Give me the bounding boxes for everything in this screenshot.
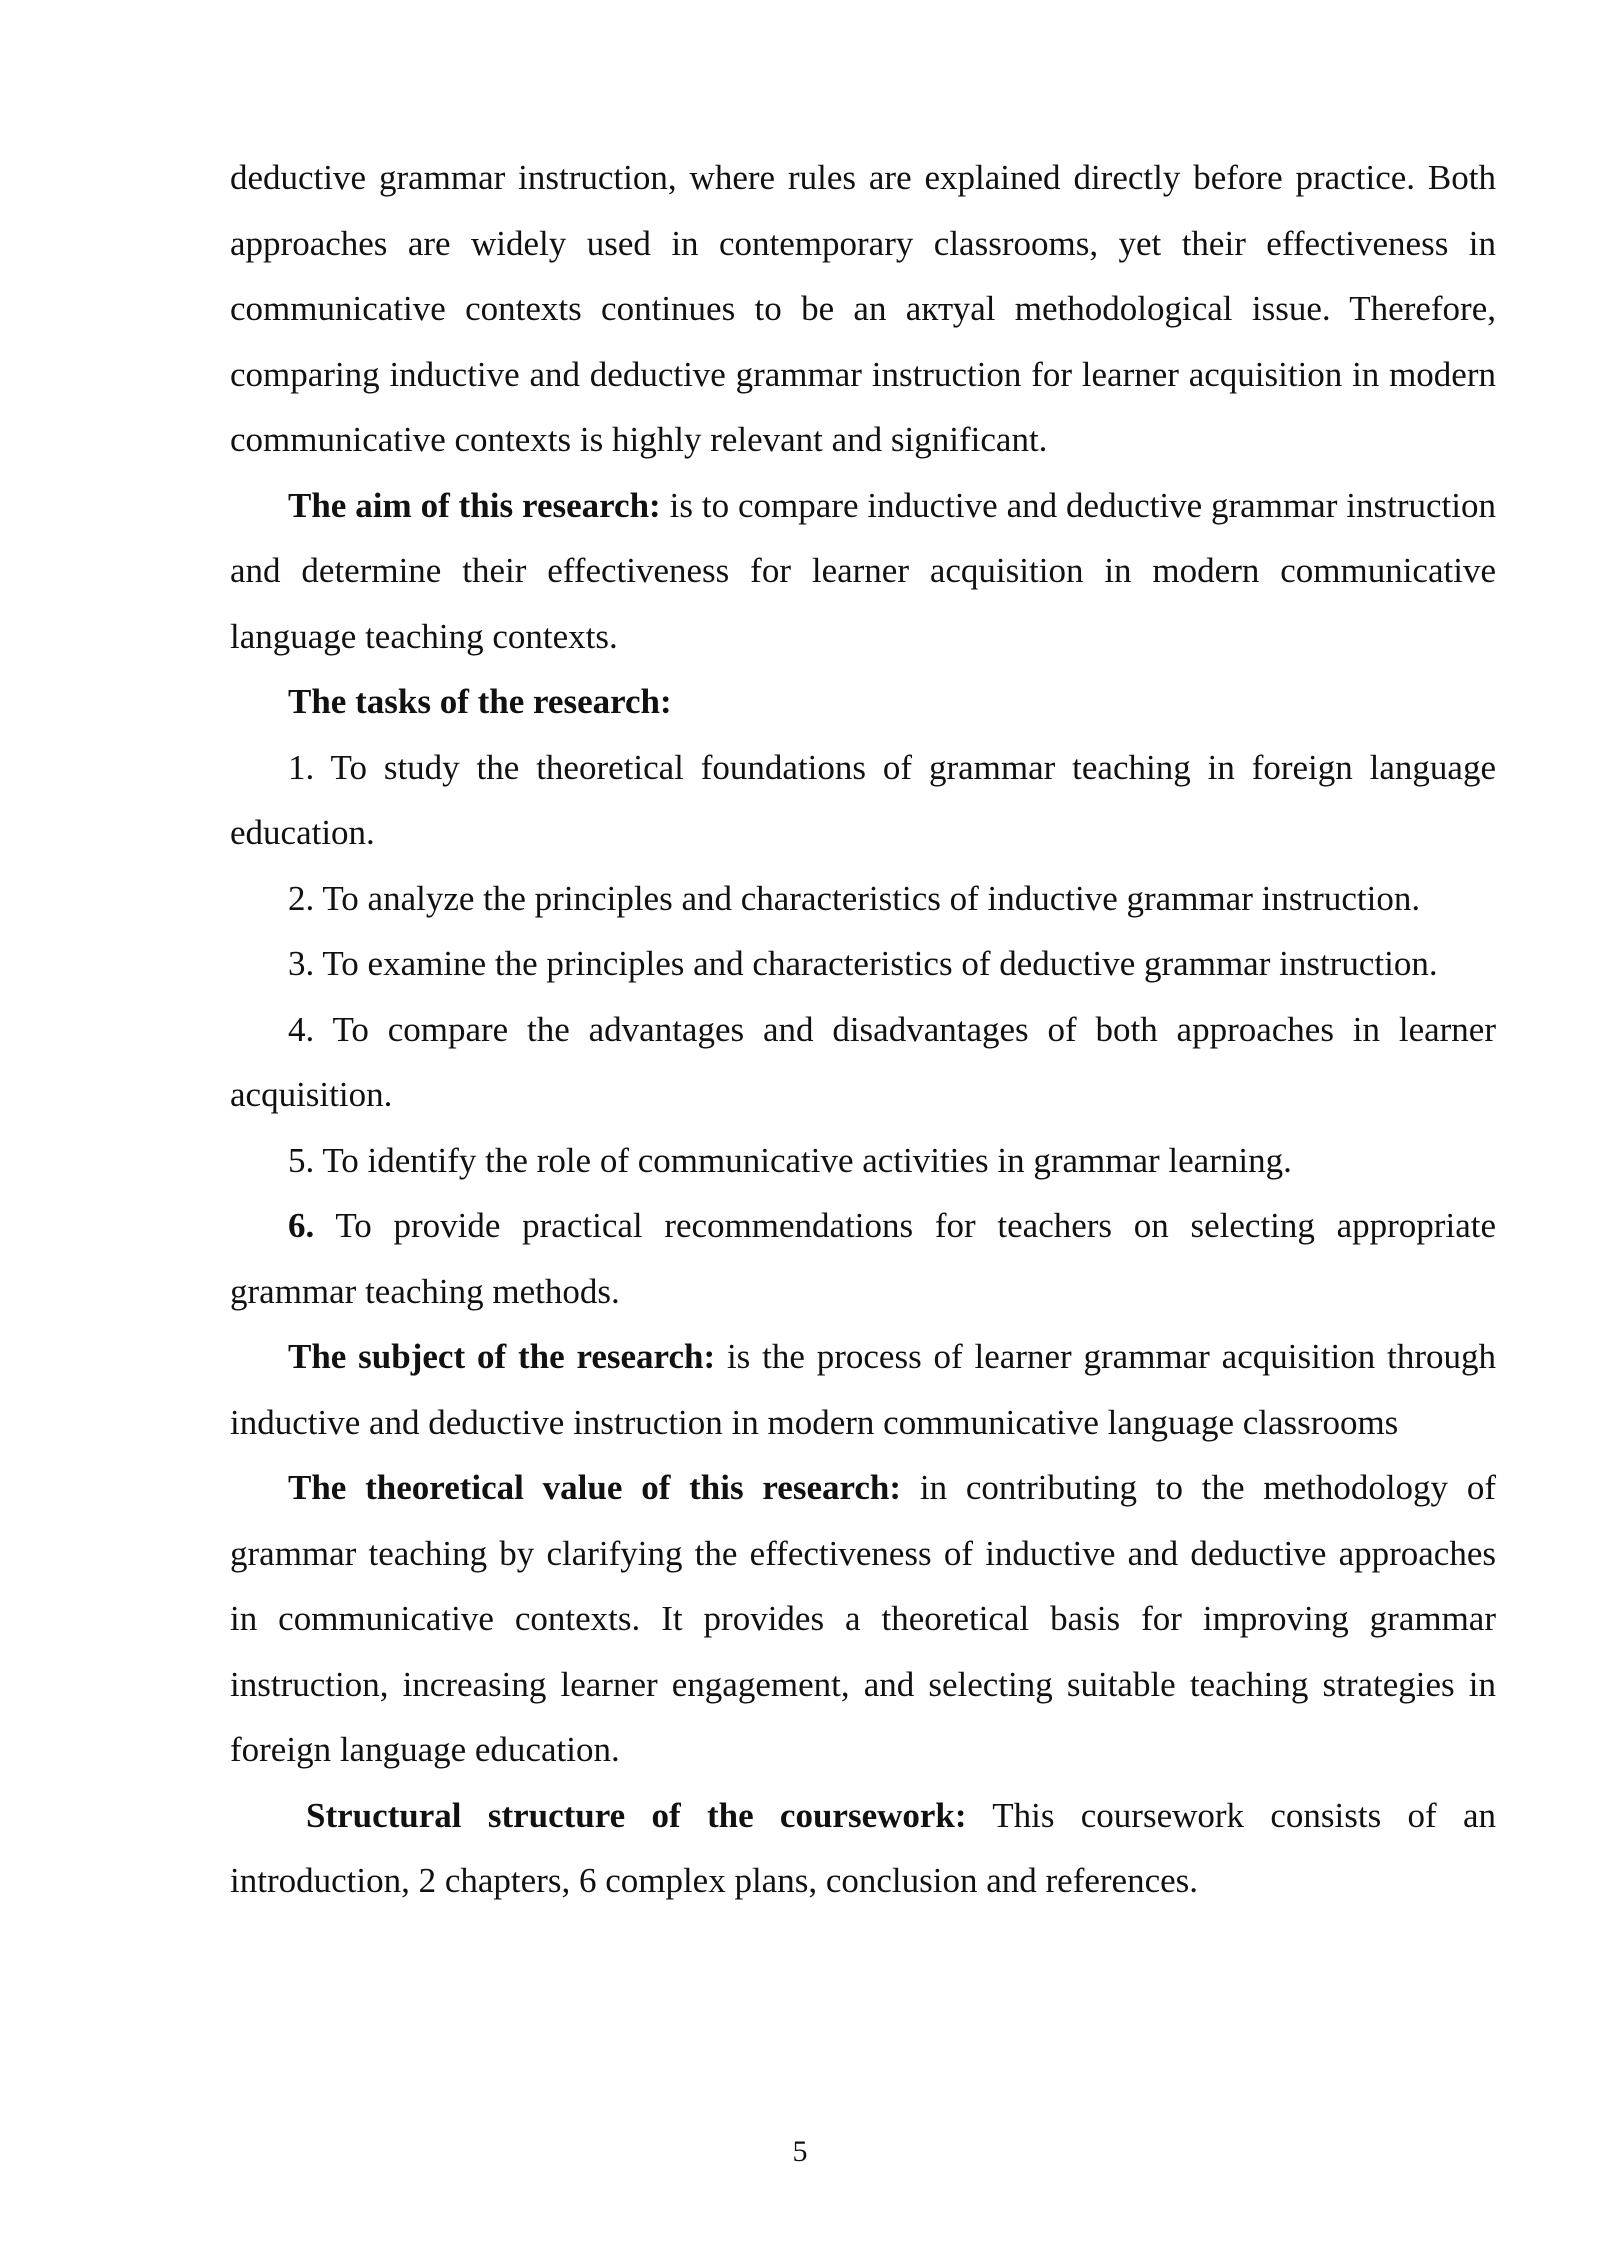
task-number: 5.	[288, 1140, 315, 1180]
subject-label: The subject of the research:	[288, 1337, 716, 1376]
structure-label: Structural structure of the coursework:	[306, 1795, 967, 1835]
aim-paragraph	[230, 473, 1496, 670]
task-text: To provide practical recommendations for teachers on selecting appropriate grammar teaching methods.	[230, 1206, 1496, 1311]
task-item	[230, 997, 1496, 1128]
document-body	[230, 145, 1496, 1914]
task-number: 3.	[288, 944, 315, 983]
page-number: 5	[792, 2135, 808, 2168]
task-item	[230, 1128, 1496, 1194]
task-item	[230, 735, 1496, 866]
aim-text: is to compare inductive and deductive grammar instruction and determine their effectiveness for learner acquisition in modern communicative language teaching contexts.	[230, 485, 1496, 656]
task-text: To study the theoretical foundations of grammar teaching in foreign language education.	[230, 747, 1496, 852]
intro-paragraph: deductive grammar instruction, where rules are explained directly before practice. Both approaches are widely used in contemporary classrooms, yet their effectiveness in communicative contexts continues to be an актуal methodological issue. Therefore, comparing inductive and deductive grammar instruction for learner acquisition in modern communicative contexts is highly relevant and significant.	[230, 158, 1496, 459]
task-number: 6.	[288, 1206, 315, 1245]
task-item	[230, 866, 1496, 932]
task-number: 2.	[288, 878, 315, 918]
task-text: To analyze the principles and characteristics of inductive grammar instruction.	[314, 878, 1421, 918]
task-number: 4.	[288, 1009, 315, 1049]
subject-text: is the process of learner grammar acquisition through inductive and deductive instruction in modern communicative language classrooms	[230, 1337, 1496, 1442]
task-item	[230, 931, 1496, 997]
task-item	[230, 1193, 1496, 1324]
subject-paragraph	[230, 1324, 1496, 1455]
task-text: To examine the principles and characteristics of deductive grammar instruction.	[314, 944, 1438, 983]
task-number: 1.	[288, 747, 315, 787]
tasks-heading-label: The tasks of the research:	[288, 682, 672, 721]
theoretical-value-paragraph	[230, 1455, 1496, 1783]
task-text: To compare the advantages and disadvantages of both approaches in learner acquisition.	[230, 1009, 1496, 1114]
theoretical-value-text: in contributing to the methodology of grammar teaching by clarifying the effectiveness of inductive and deductive approaches in communicative contexts. It provides a theoretical basis for improving grammar instruction, increasing learner engagement, and selecting suitable teaching strategies in foreign language education.	[230, 1468, 1496, 1769]
structure-text: This coursework consists of an introduction, 2 chapters, 6 complex plans, conclusion and references.	[230, 1795, 1496, 1900]
aim-label: The aim of this research:	[288, 485, 661, 525]
task-text: To identify the role of communicative activities in grammar learning.	[314, 1140, 1292, 1180]
tasks-heading	[230, 669, 1496, 735]
theoretical-value-label: The theoretical value of this research:	[288, 1468, 902, 1507]
structure-paragraph	[230, 1783, 1496, 1914]
